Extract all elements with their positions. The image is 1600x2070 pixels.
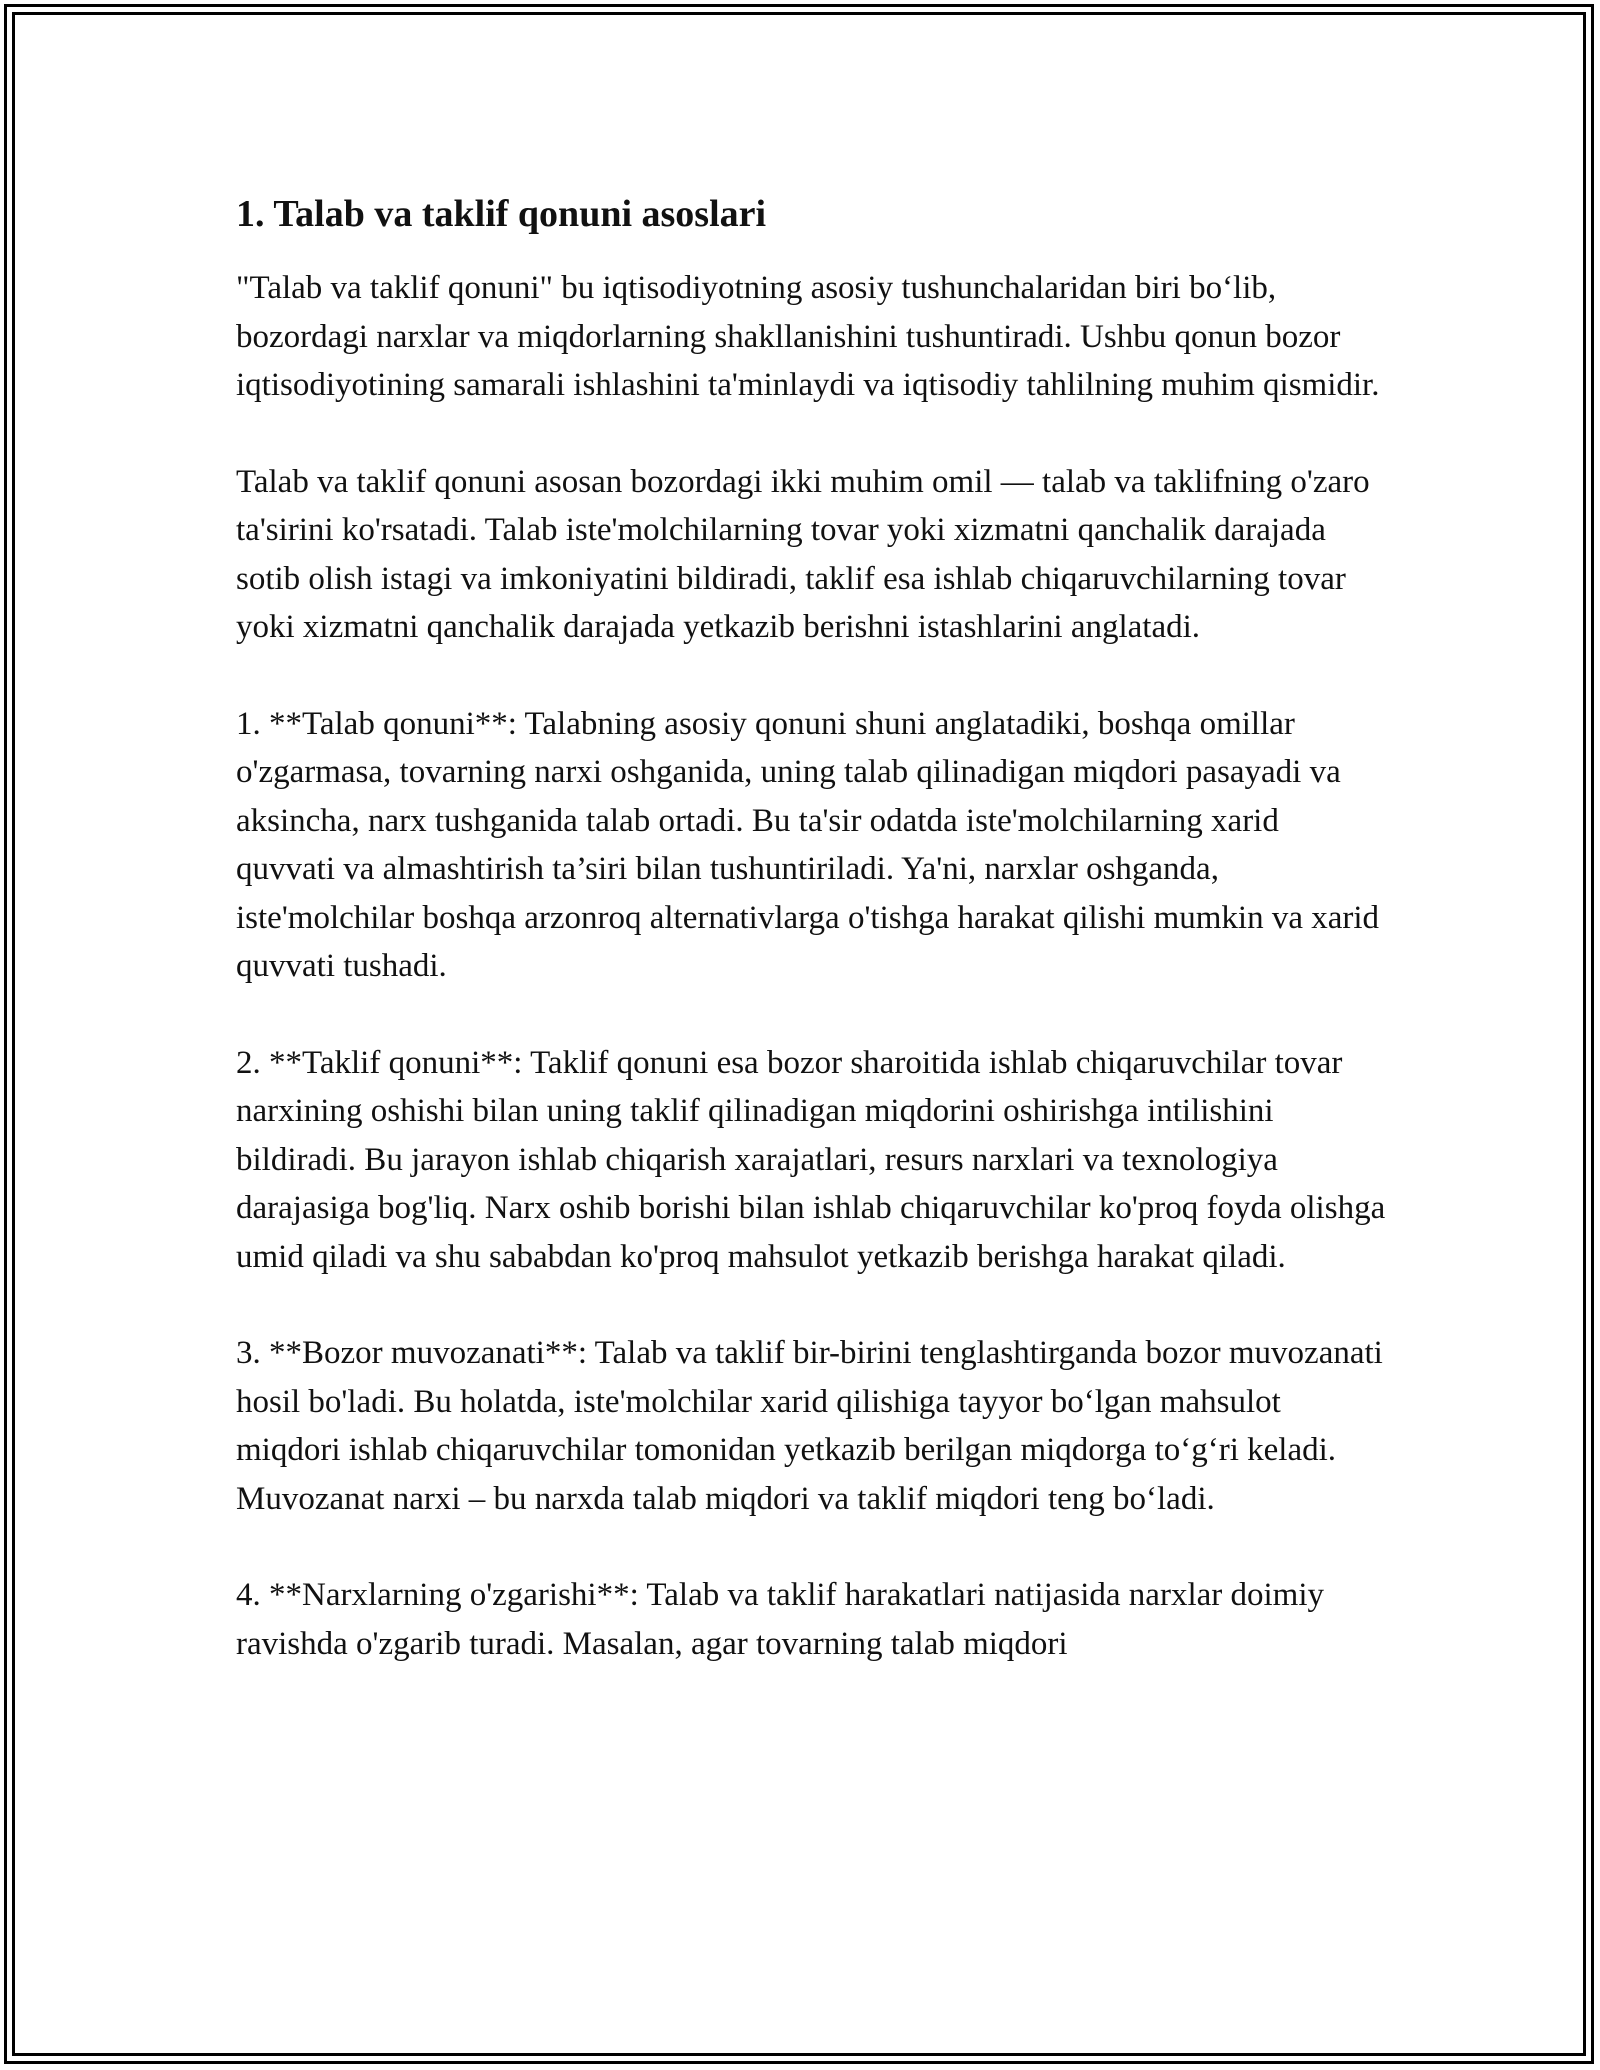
paragraph-price-changes: 4. **Narxlarning o'zgarishi**: Talab va taklif harakatlari natijasida narxlar doimiy ravishda o'zgarib turadi. Masalan, agar tovarning talab miqdori (236, 1577, 1325, 1662)
document-body (236, 188, 1386, 1668)
paragraph-intro: "Talab va taklif qonuni" bu iqtisodiyotning asosiy tushunchalaridan biri bo‘lib, bozordagi narxlar va miqdorlarning shakllanishini tushuntiradi. Ushbu qonun bozor iqtisodiyotining samarali ishlashini ta'minlaydi va iqtisodiy tahlilning muhim qismidir. (236, 270, 1380, 403)
section-heading: 1. Talab va taklif qonuni asoslari (236, 193, 767, 235)
paragraph-market-equilibrium: 3. **Bozor muvozanati**: Talab va taklif bir-birini tenglashtirganda bozor muvozanati hosil bo'ladi. Bu holatda, iste'molchilar xarid qilishiga tayyor bo‘lgan mahsulot miqdori ishlab chiqaruvchilar tomonidan yetkazib berilgan miqdorga to‘g‘ri keladi. Muvozanat narxi – bu narxda talab miqdori va taklif miqdori teng bo‘ladi. (236, 1335, 1383, 1517)
paragraph-demand-law: 1. **Talab qonuni**: Talabning asosiy qonuni shuni anglatadiki, boshqa omillar o'zgarmasa, tovarning narxi oshganida, uning talab qilinadigan miqdori pasayadi va aksincha, narx tushganida talab ortadi. Bu ta'sir odatda iste'molchilarning xarid quvvati va almashtirish ta’siri bilan tushuntiriladi. Ya'ni, narxlar oshganda, iste'molchilar boshqa arzonroq alternativlarga o'tishga harakat qilishi mumkin va xarid quvvati tushadi. (236, 705, 1380, 984)
paragraph-supply-law: 2. **Taklif qonuni**: Taklif qonuni esa bozor sharoitida ishlab chiqaruvchilar tovar narxining oshishi bilan uning taklif qilinadigan miqdorini oshirishga intilishini bildiradi. Bu jarayon ishlab chiqarish xarajatlari, resurs narxlari va texnologiya darajasiga bog'liq. Narx oshib borishi bilan ishlab chiqaruvchilar ko'proq foyda olishga umid qiladi va shu sababdan ko'proq mahsulot yetkazib berishga harakat qiladi. (236, 1044, 1386, 1275)
paragraph-overview: Talab va taklif qonuni asosan bozordagi ikki muhim omil — talab va taklifning o'zaro ta'sirini ko'rsatadi. Talab iste'molchilarning tovar yoki xizmatni qanchalik darajada sotib olish istagi va imkoniyatini bildiradi, taklif esa ishlab chiqaruvchilarning tovar yoki xizmatni qanchalik darajada yetkazib berishni istashlarini anglatadi. (236, 463, 1370, 645)
